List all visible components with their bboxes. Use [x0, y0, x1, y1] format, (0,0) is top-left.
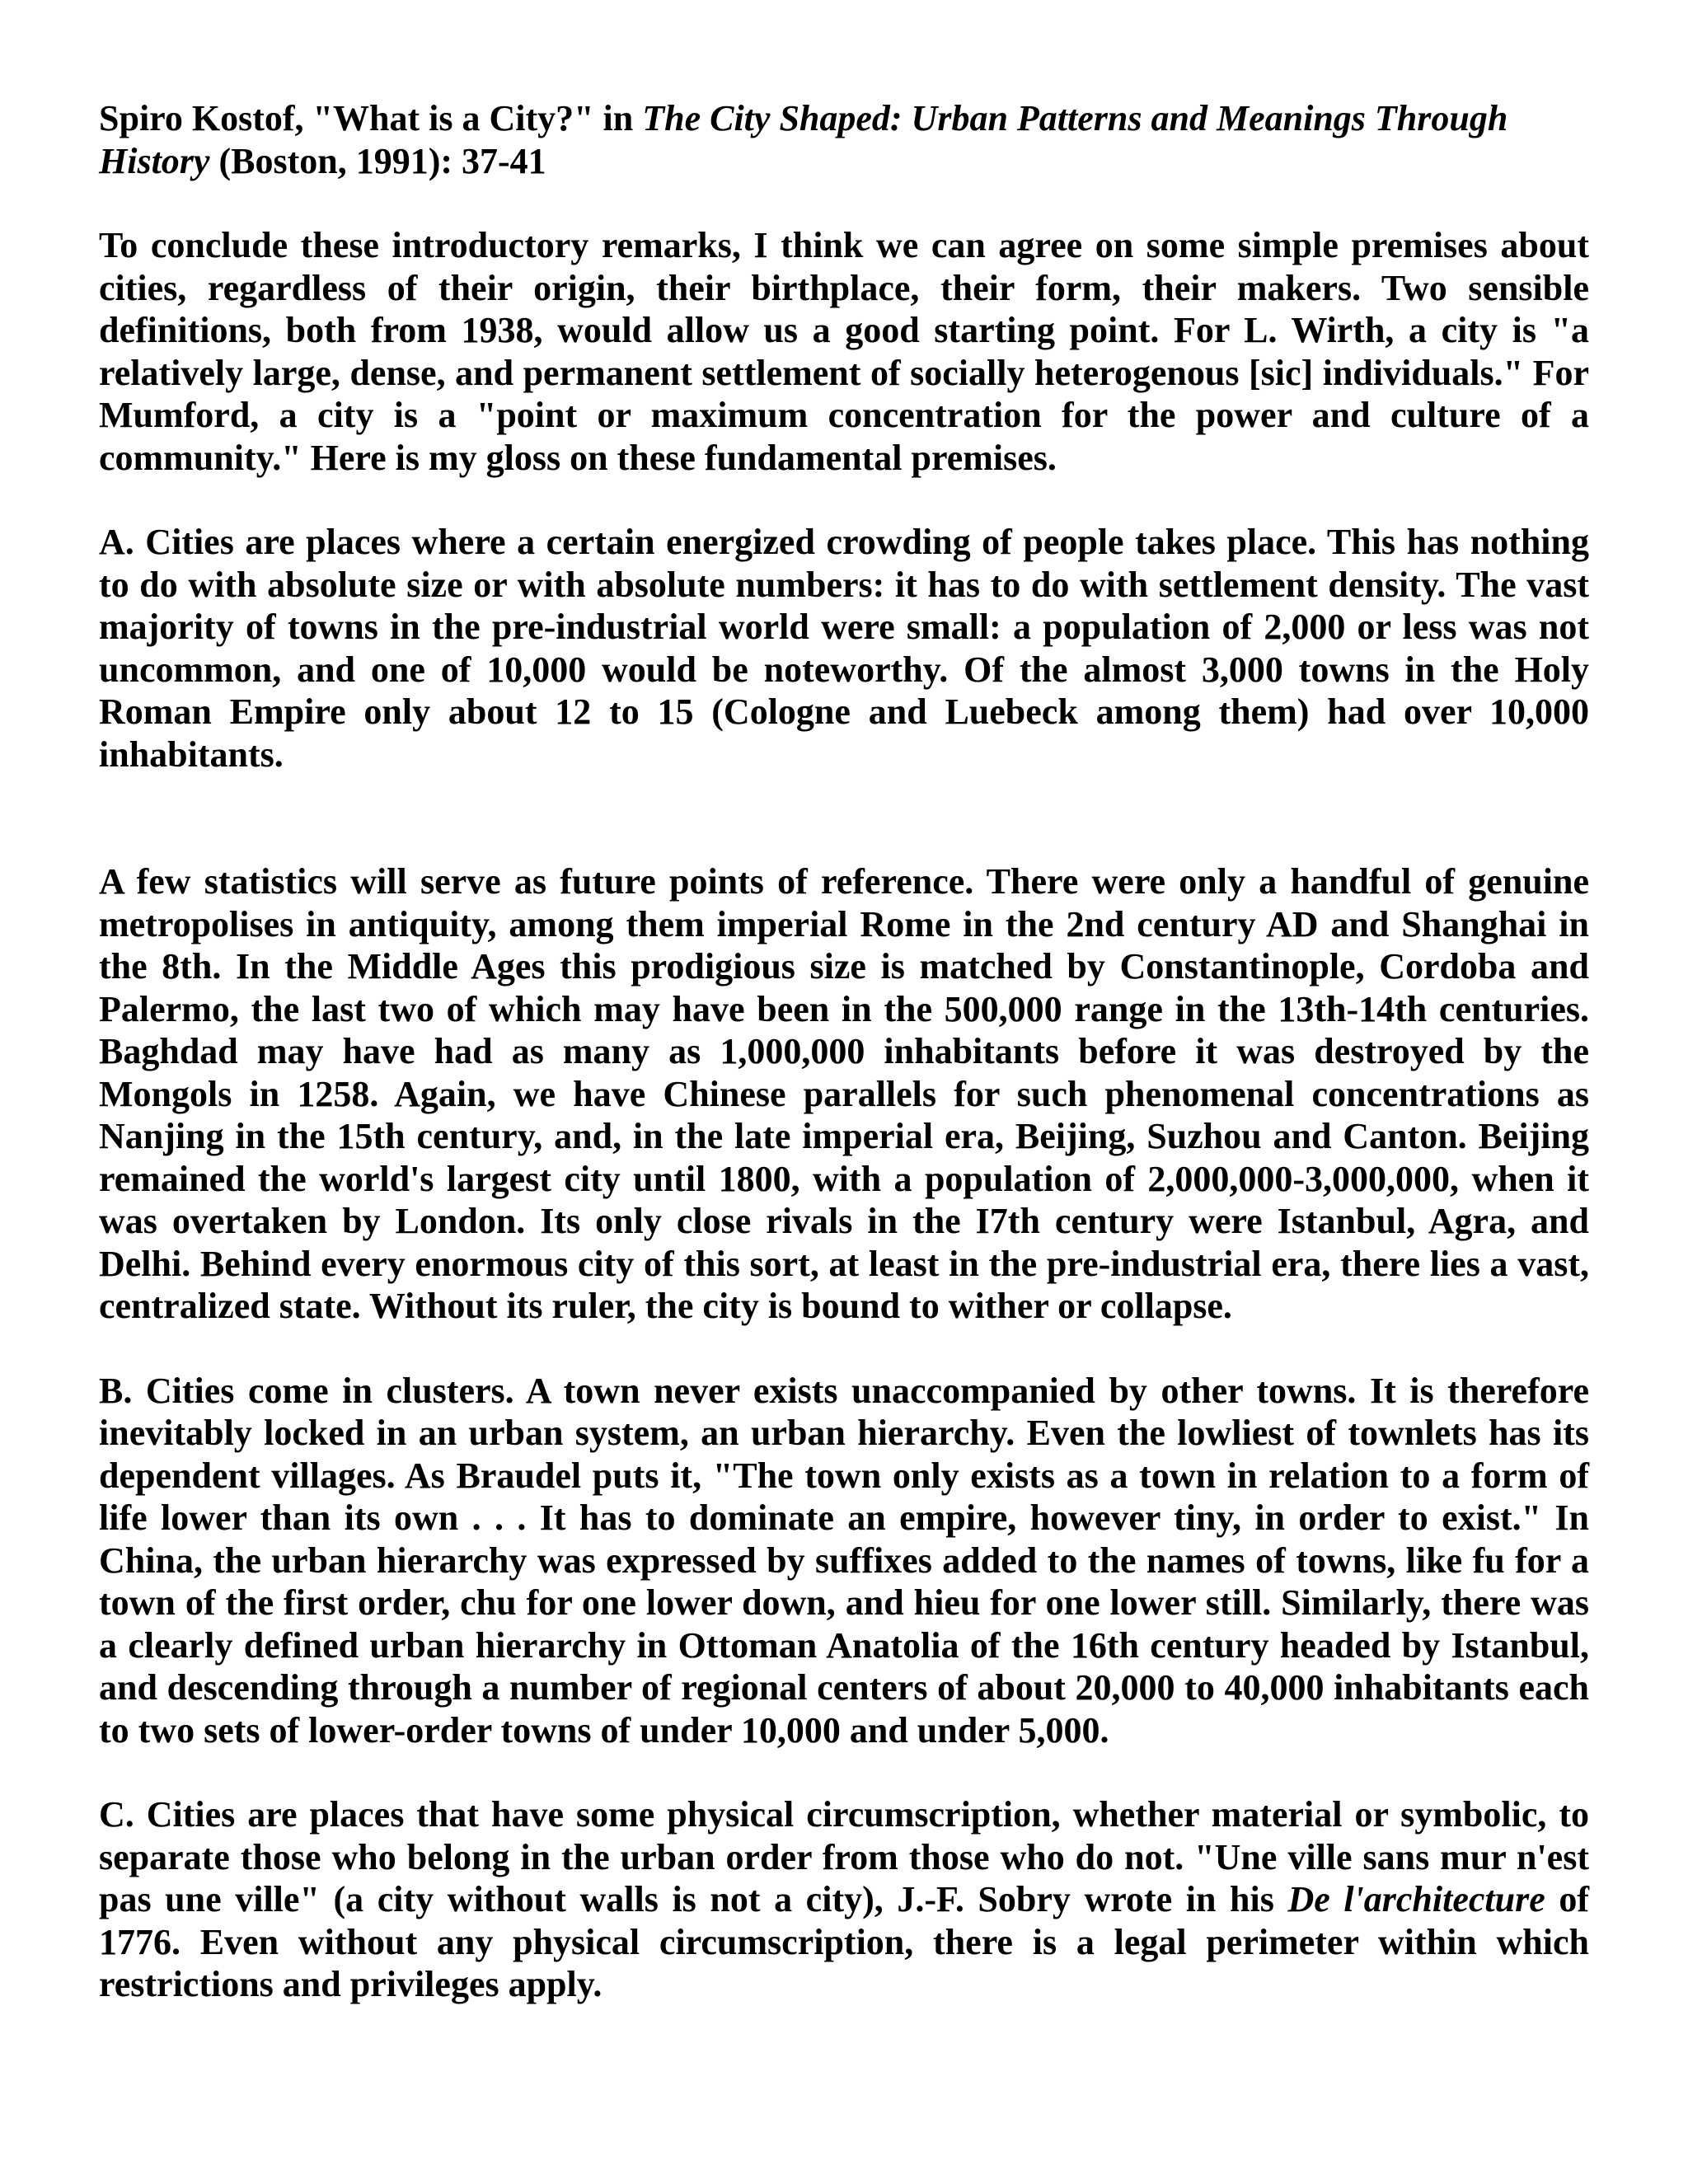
paragraph-a: A. Cities are places where a certain energized crowding of people takes place. This has nothing to do with absolute size or with absolute numbers: it has to do with settlement density. The vast majority of towns in the pre-industrial world were small: a population of 2,000 or less was not uncommon, and one of 10,000 would be noteworthy. Of the almost 3,000 towns in the Holy Roman Empire only about 12 to 15 (Cologne and Luebeck among them) had over 10,000 inhabitants. [99, 522, 1589, 775]
citation-heading [99, 97, 1589, 182]
paragraph-intro: To conclude these introductory remarks, I think we can agree on some simple premises about cities, regardless of their origin, their birthplace, their form, their makers. Two sensible definitions, both from 1938, would allow us a good starting point. For L. Wirth, a city is "a relatively large, dense, and permanent settlement of socially heterogenous [sic] individuals." For Mumford, a city is a "point or maximum concentration for the power and culture of a community." Here is my gloss on these fundamental premises. [99, 225, 1589, 478]
paragraph-c-text-1: C. Cities are places that have some physical circumscription, whether material or symbolic, to separate those who belong in the urban order from those who do not. "Une ville sans mur n'est pas une ville" (a city without walls is not a city), J.-F. Sobry wrote in his [99, 1794, 1589, 1919]
citation-publication: (Boston, 1991): 37-41 [209, 140, 546, 181]
citation-book-title: The City Shaped: Urban Patterns and Meanings Through History [99, 98, 1508, 181]
paragraph-c [99, 1793, 1589, 2006]
citation-author-title: Spiro Kostof, "What is a City?" in [99, 98, 643, 138]
document-page [99, 97, 1589, 2048]
paragraph-c-text-2: of 1776. Even without any physical circumscription, there is a legal perimeter within which restrictions and privileges apply. [99, 1879, 1590, 2004]
paragraph-statistics: A few statistics will serve as future points of reference. There were only a handful of genuine metropolises in antiquity, among them imperial Rome in the 2nd century AD and Shanghai in the 8th. In the Middle Ages this prodigious size is matched by Constantinople, Cordoba and Palermo, the last two of which may have been in the 500,000 range in the 13th-14th centuries. Baghdad may have had as many as 1,000,000 inhabitants before it was destroyed by the Mongols in 1258. Again, we have Chinese parallels for such phenomenal concentrations as Nanjing in the 15th century, and, in the late imperial era, Beijing, Suzhou and Canton. Beijing remained the world's largest city until 1800, with a population of 2,000,000-3,000,000, when it was overtaken by London. Its only close rivals in the I7th century were Istanbul, Agra, and Delhi. Behind every enormous city of this sort, at least in the pre-industrial era, there lies a vast, centralized state. Without its ruler, the city is bound to wither or collapse. [99, 861, 1589, 1326]
paragraph-c-book-title: De l'architecture [1287, 1879, 1545, 1919]
paragraph-b: B. Cities come in clusters. A town never exists unaccompanied by other towns. It is therefore inevitably locked in an urban system, an urban hierarchy. Even the lowliest of townlets has its dependent villages. As Braudel puts it, "The town only exists as a town in relation to a form of life lower than its own . . . It has to dominate an empire, however tiny, in order to exist." In China, the urban hierarchy was expressed by suffixes added to the names of towns, like fu for a town of the first order, chu for one lower down, and hieu for one lower still. Similarly, there was a clearly defined urban hierarchy in Ottoman Anatolia of the 16th century headed by Istanbul, and descending through a number of regional centers of about 20,000 to 40,000 inhabitants each to two sets of lower-order towns of under 10,000 and under 5,000. [99, 1370, 1589, 1750]
